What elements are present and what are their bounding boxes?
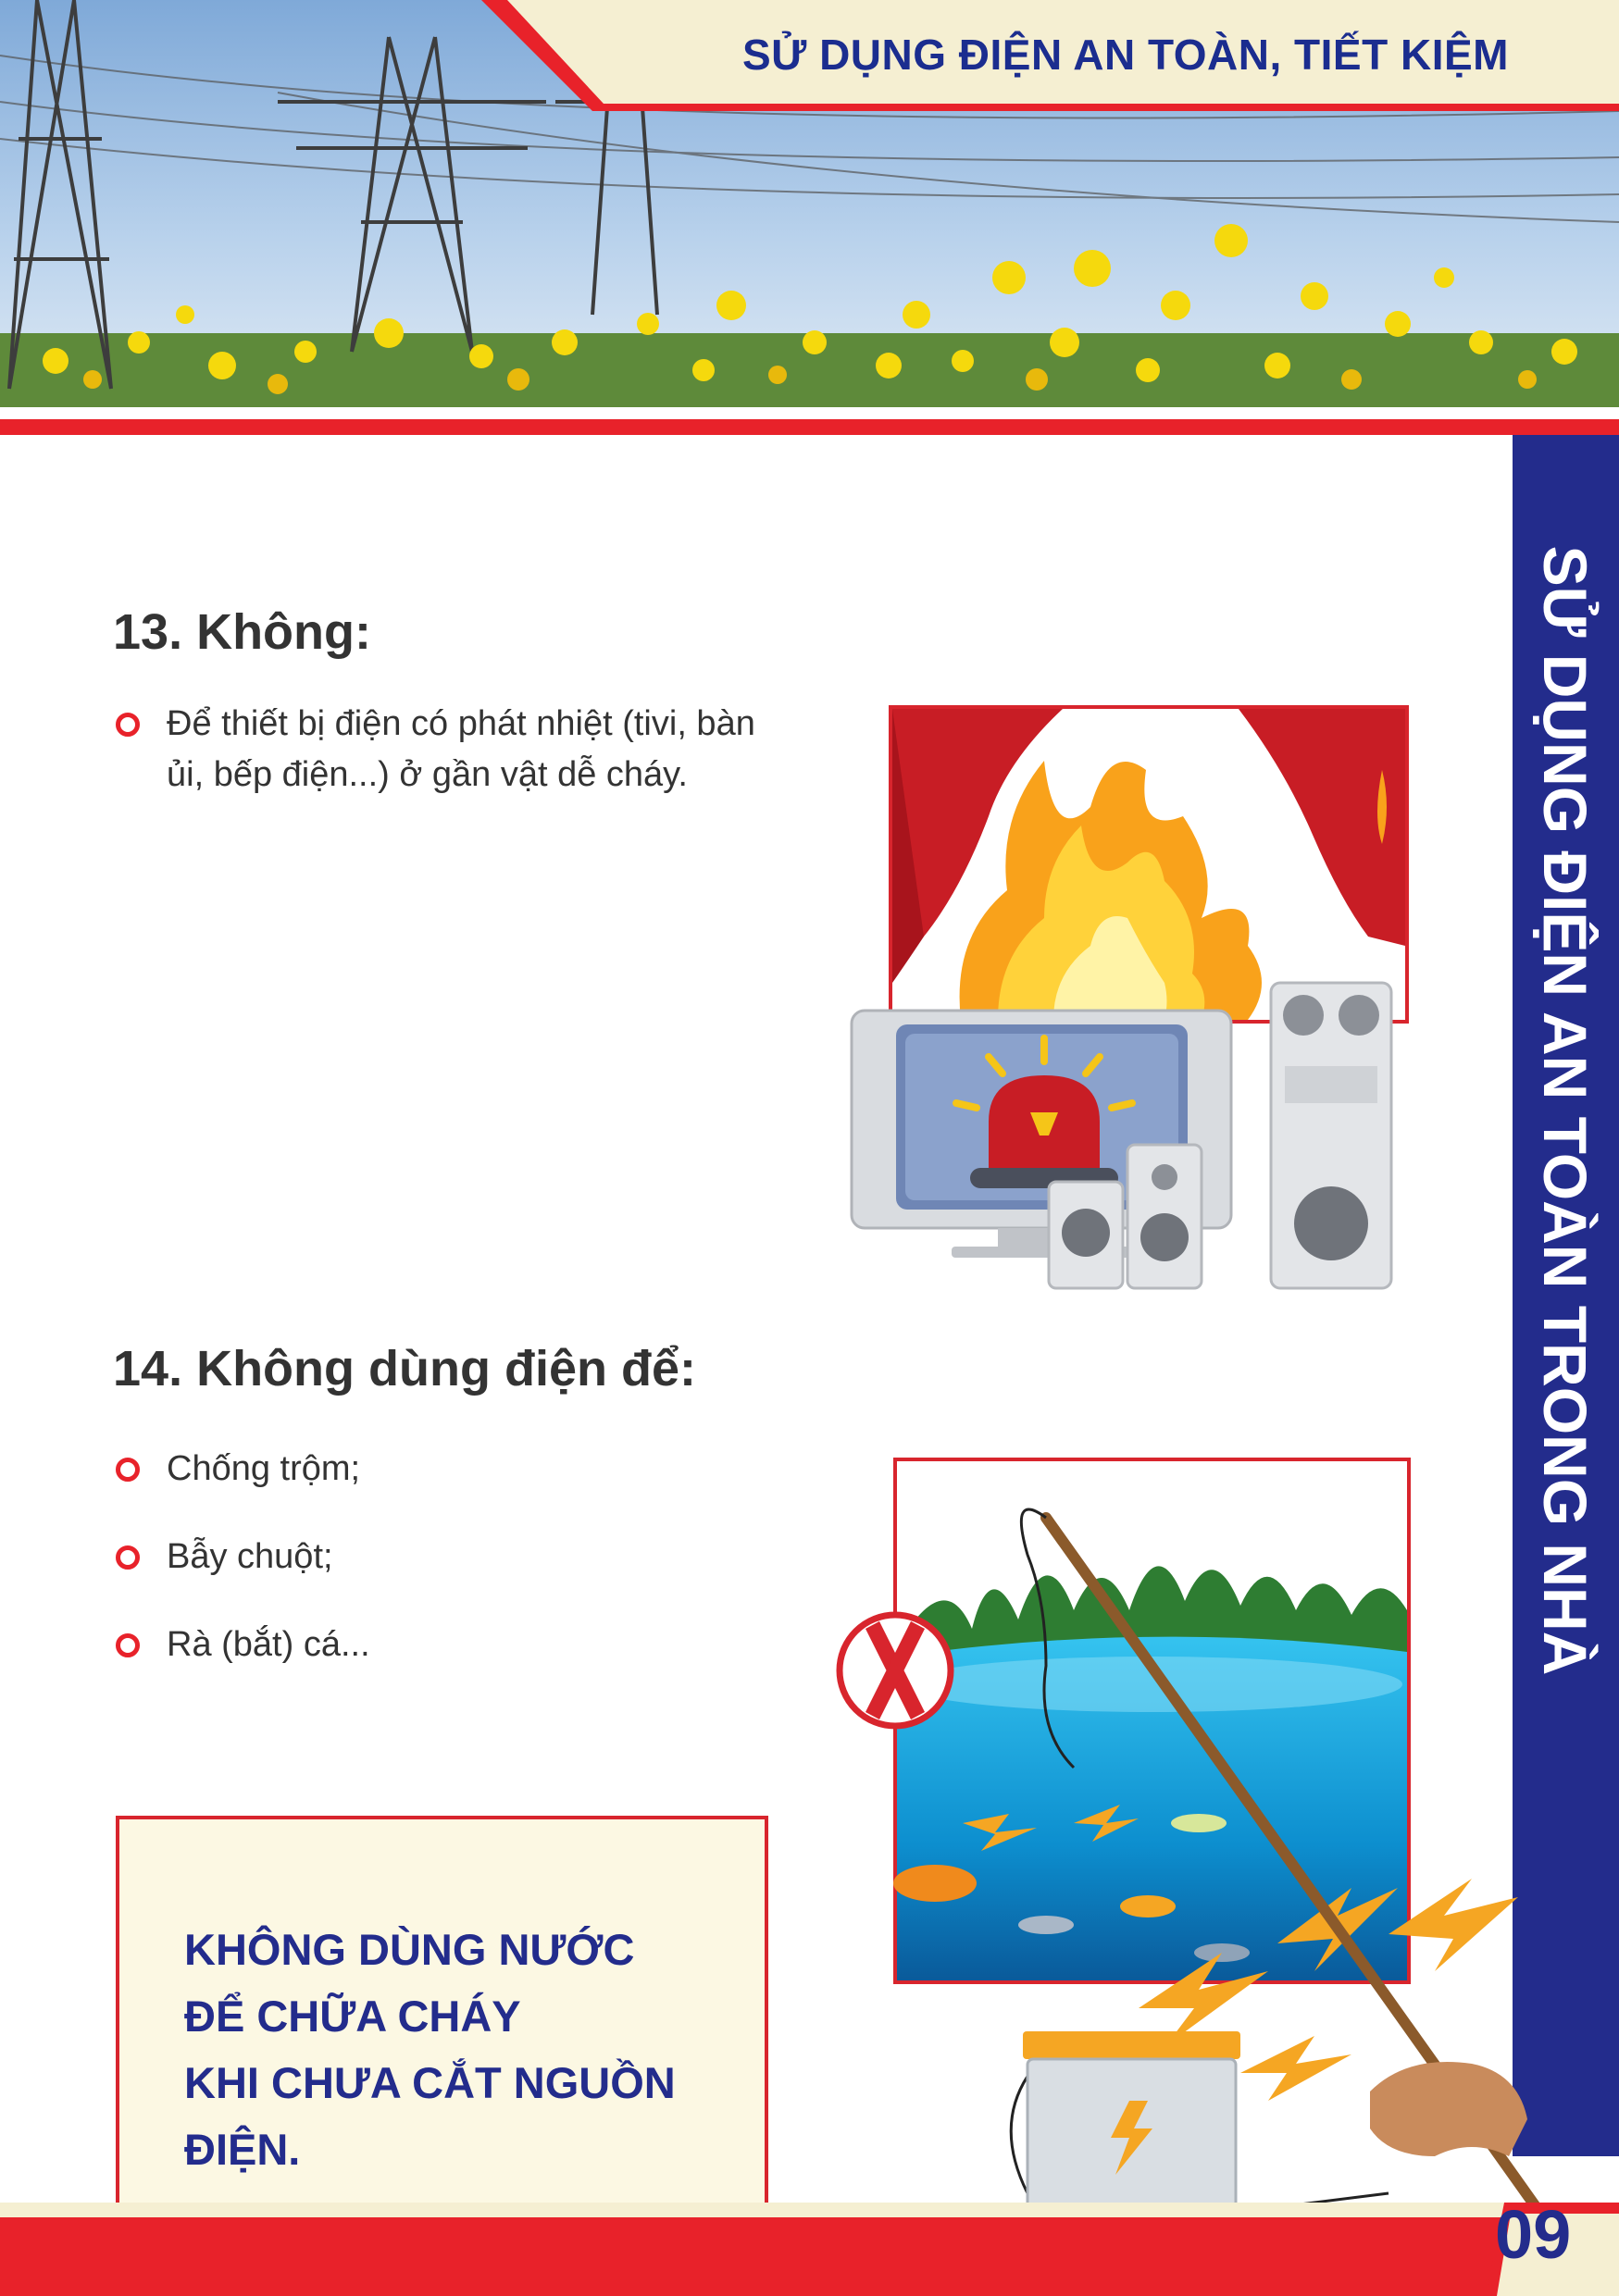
list-item xyxy=(116,699,828,800)
header-title: SỬ DỤNG ĐIỆN AN TOÀN, TIẾT KIỆM xyxy=(741,31,1509,79)
no-electrofishing-illustration xyxy=(833,1453,1619,2221)
fire-tv-illustration xyxy=(850,705,1424,1290)
bullet-icon xyxy=(116,1545,140,1570)
list-item xyxy=(116,1444,764,1495)
bullet-text: Chống trộm; xyxy=(167,1449,361,1488)
section-14-list xyxy=(116,1444,764,1670)
bullet-icon xyxy=(116,1633,140,1657)
section-14-heading: 14. Không dùng điện để: xyxy=(113,1341,696,1396)
list-item xyxy=(116,1532,764,1582)
page-number: 09 xyxy=(1495,2196,1572,2273)
prohibited-x-icon xyxy=(840,1615,951,1726)
bullet-text: Bẫy chuột; xyxy=(167,1537,333,1576)
list-item xyxy=(116,1620,764,1670)
header-banner xyxy=(0,0,1619,435)
note-line-1: KHÔNG DÙNG NƯỚC xyxy=(184,1925,635,1974)
footer-band xyxy=(0,2203,1619,2296)
section-13-list xyxy=(116,699,828,800)
bullet-icon xyxy=(116,1458,140,1482)
note-line-2: ĐỂ CHỮA CHÁY xyxy=(184,1992,521,2041)
note-line-3: KHI CHƯA CẮT NGUỒN ĐIỆN. xyxy=(184,2058,676,2174)
bullet-text: Rà (bắt) cá... xyxy=(167,1625,370,1664)
bullet-icon xyxy=(116,713,140,737)
section-13-heading: 13. Không: xyxy=(113,604,371,660)
warning-note-box xyxy=(116,1816,768,2214)
side-bar-title: SỬ DỤNG ĐIỆN AN TOÀN TRONG NHÀ xyxy=(1531,545,1600,1676)
bullet-text-line1: Để thiết bị điện có phát nhiệt (tivi, bàn xyxy=(167,704,755,743)
bullet-text-line2: ủi, bếp điện...) ở gần vật dễ cháy. xyxy=(167,755,688,794)
